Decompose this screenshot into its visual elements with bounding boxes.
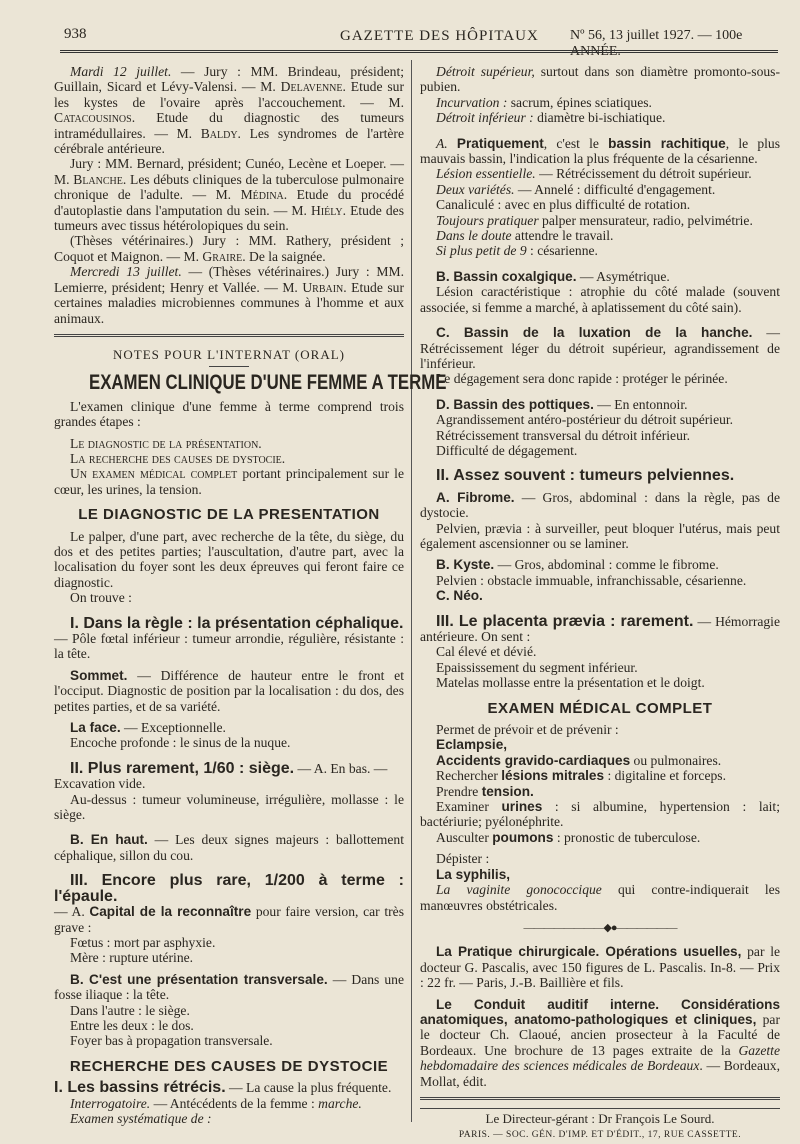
section-II-excavation: Excavation vide. (54, 776, 146, 792)
lesion-text: — Rétrécissement du détroit supérieur. (535, 166, 752, 182)
rechercher (420, 768, 780, 783)
section-II-right-heading: II. Assez souvent : tumeurs pelviennes. (436, 467, 735, 485)
ds-label: Détroit supérieur, (436, 64, 535, 79)
prendre-prefix: Prendre (436, 783, 482, 799)
step-1: Le diagnostic de la présentation. (70, 435, 262, 451)
on-trouve: On trouve : (70, 590, 132, 606)
section-I-heading: I. Dans la règle : la présentation céphalique. (70, 614, 404, 632)
step-2: La recherche des causes de dystocie. (70, 450, 286, 466)
book2-text: par le docteur Ch. Claoué, ancien prosecteur à la Faculté de Bordeaux. Une brochure de 13 pages extraite de la (420, 1011, 780, 1058)
ds-text: surtout dans son diamètre promonto-sous-pubien. (420, 64, 780, 95)
petit-label: Si plus petit de 9 (436, 243, 527, 259)
text-run: . De la saignée. (242, 248, 326, 264)
diagnostic-paragraph: Le palper, d'une part, avec recherche de la tête, du siège, du dos et des petites parties; l'auscultation, d'autre part, avec la localisation du foyer sont les deux épreuves qui feront faire ce diagnostic. (54, 528, 404, 590)
inc-text: sacrum, épines sciatiques. (507, 94, 652, 110)
doute-text: attendre le travail. (511, 228, 614, 244)
short-rule (209, 366, 249, 367)
running-header (60, 26, 780, 59)
incurvation (420, 95, 780, 110)
interrog-label: Interrogatoire. (70, 1095, 151, 1111)
entre: Entre les deux : le dos. (70, 1017, 194, 1033)
vag-label: La vaginite gonococcique (436, 882, 602, 898)
issue-info: Nº 56, 13 juillet 1927. — 100e ANNÉE. (570, 28, 743, 59)
notes-title: NOTES POUR L'INTERNAT (ORAL) (113, 346, 345, 362)
permet: Permet de prévoir et de prévenir : (436, 722, 619, 738)
encoche: Encoche profonde : le sinus de la nuque. (70, 735, 291, 751)
en-haut-label: B. En haut. (70, 832, 148, 848)
ornament-divider: ————————◆●—————— (523, 921, 677, 934)
foyer: Foyer bas à propagation transversale. (70, 1033, 273, 1049)
thesis-paragraph-2 (54, 156, 404, 233)
text-run: (Thèses vétérinaires.) Jury : MM. Rathery, président ; Coquot et Maignon. — M. (54, 233, 404, 264)
sommet-text: — Différence de hauteur entre le front et l'occiput. Diagnostic de position par la localisation : du dos, des petites parties, et de sa variété. (54, 667, 404, 714)
section-III-b (54, 972, 404, 1003)
section-III-a (54, 904, 404, 935)
book-notice-2 (420, 997, 780, 1089)
section-III-heading: III. Encore plus rare, 1/200 à terme : l'épaule. (54, 872, 404, 905)
doute-label: Dans le doute (436, 228, 512, 244)
text-run: . Les débuts cliniques de la tuberculose pulmonaire chronique de l'adulte. — M. (54, 171, 404, 203)
face-text: — Exceptionnelle. (120, 720, 226, 736)
text-run: Graire (202, 248, 243, 264)
section-III-a-text: pour faire version, car très grave : (54, 904, 404, 935)
pott-text: — En entonnoir. (593, 396, 688, 412)
interrogatoire (54, 1096, 404, 1111)
text-run: Médina (240, 187, 284, 203)
interrog-text: — Antécédents de la femme : (150, 1095, 319, 1111)
cal: Cal élevé et dévié. (436, 644, 537, 660)
section-I-pole: — Pôle fœtal inférieur : tumeur arrondie, régulière, résistante : la tête. (54, 631, 404, 662)
section-III-a-bold: Capital de la reconnaître (89, 904, 252, 920)
lesion (420, 166, 780, 181)
book2-title: Le Conduit auditif interne. Considérations anatomiques, anatomo-pathologiques et cliniques, (420, 996, 780, 1027)
luxation (420, 325, 780, 371)
touj-label: Toujours pratiquer (436, 212, 539, 228)
intro-paragraph: L'examen clinique d'une femme à terme comprend trois grandes étapes : (54, 398, 404, 430)
placenta-title: III. Le placenta prævia : rarement. (436, 612, 694, 630)
deux-label: Deux variétés. (436, 181, 515, 197)
thesis-paragraph-4 (54, 264, 404, 326)
vaginite (420, 882, 780, 913)
kyste (420, 557, 780, 572)
bassins-text: — La cause la plus fréquente. (225, 1080, 392, 1096)
agrandissement: Agrandissement antéro-postérieur du détroit supérieur. (436, 412, 734, 428)
face-paragraph (54, 720, 404, 735)
petit (420, 243, 780, 258)
right-column (420, 64, 780, 1144)
foetus: Fœtus : mort par asphyxie. (70, 934, 216, 950)
step-3-text: portant principalement sur le cœur, les urines, la tension. (54, 466, 404, 497)
step-3 (54, 466, 404, 497)
section-III-b-text: — Dans une fosse iliaque : la tête. (54, 971, 405, 1003)
text-run: Mercredi 13 juillet. (70, 264, 182, 280)
rach-bold-2: bassin rachitique (608, 135, 726, 151)
section-II-a: — A. En bas. — (294, 760, 388, 776)
rech-prefix: Rechercher (436, 768, 502, 784)
left-column (54, 64, 447, 1126)
difficulte: Difficulté de dégagement. (436, 442, 578, 458)
en-haut-paragraph (54, 832, 404, 863)
lux-title: C. Bassin de la luxation de la hanche. (436, 325, 753, 341)
text-run: . Etude sur les kystes de l'ovaire après l'accouchement. — M. (54, 79, 404, 110)
accid-text: ou pulmonaires. (630, 752, 722, 768)
deux-text: — Annelé : difficulté d'engagement. (514, 181, 716, 197)
examen-systematique: Examen systématique de : (70, 1110, 212, 1126)
ausculter (420, 830, 780, 845)
doute (420, 228, 780, 243)
book-notice-1 (420, 944, 780, 990)
deux-varietes (420, 182, 780, 197)
fibrome (420, 490, 780, 521)
lesion-label: Lésion essentielle. (436, 166, 536, 182)
text-run: Mardi 12 juillet. (70, 64, 172, 79)
prendre-bold: tension. (481, 783, 534, 799)
section-II-heading (54, 761, 404, 776)
text-run: — Jury : MM. Brindeau, président; Guillain, Sicard et Lévy-Valensi. — M. (54, 64, 404, 95)
rach-bold-1: Pratiquement (456, 135, 544, 151)
pelvien-2: Pelvien : obstacle immuable, infranchissable, césarienne. (436, 572, 747, 588)
column-divider (411, 60, 412, 1122)
neo: C. Néo. (436, 588, 483, 604)
book2-end: . — Bordeaux, Mollat, édit. (420, 1058, 780, 1089)
petit-text: : césarienne. (526, 243, 598, 259)
page-number: 938 (64, 26, 87, 42)
text-run: Baldy (200, 125, 238, 141)
text-run: . Les syndromes de l'artère cérébrale antérieure. (54, 125, 404, 157)
mere: Mère : rupture utérine. (70, 950, 194, 966)
text-run: Delavenne (280, 79, 343, 95)
vag-text: qui contre-indiquerait les manœuvres obstétricales. (420, 882, 780, 913)
ausc-text: : pronostic de tuberculose. (553, 829, 701, 845)
kyste-text: — Gros, abdominal : comme le fibrome. (494, 557, 719, 573)
section-II-dessus: Au-dessus : tumeur volumineuse, irrégulière, mollasse : le siège. (54, 791, 404, 823)
text-run: Catacousinos (54, 110, 132, 126)
di-text: diamètre bi-ischiatique. (533, 110, 666, 126)
bassins-title: I. Les bassins rétrécis. (54, 1079, 226, 1097)
text-run: . Etude sur certaines maladies microbiennes communes à l'homme et aux animaux. (54, 279, 404, 326)
book2-journal: Gazette hebdomadaire des sciences médicales de Bordeaux (420, 1042, 780, 1074)
depister: Dépister : (436, 851, 490, 867)
section-rule (54, 334, 404, 337)
book1-title: La Pratique chirurgicale. Opérations usuelles, (436, 944, 742, 960)
text-run: . Etude du diagnostic des tumeurs intramédullaires. — M. (54, 110, 404, 141)
kyste-title: B. Kyste. (436, 557, 495, 573)
header-rule (60, 50, 778, 53)
examiner (420, 799, 780, 830)
placenta (420, 614, 780, 645)
section-III-a-prefix: — A. (54, 904, 90, 920)
rach-text-2: , le plus mauvais bassin, l'indication la plus fréquente de la césarienne. (420, 135, 780, 167)
fib-text: — Gros, abdominal : dans la règle, pas de dystocie. (420, 489, 780, 521)
rech-bold: lésions mitrales (501, 768, 605, 784)
retrecissement: Rétrécissement transversal du détroit inférieur. (436, 427, 691, 443)
text-run: . Etude du procédé d'autoplastie dans l'amputation du sein. — M. (54, 187, 404, 218)
epaississement: Epaississement du segment inférieur. (436, 659, 638, 675)
section-II-title: II. Plus rarement, 1/60 : siège. (70, 759, 295, 777)
pottiques (420, 397, 780, 412)
exam-prefix: Examiner (436, 799, 502, 815)
detroit-superieur (420, 64, 780, 95)
section-III-b-bold: B. C'est une présentation transversale. (70, 971, 328, 987)
fib-title: A. Fibrome. (436, 489, 515, 505)
canalicule: Canaliculé : avec en plus difficulté de rotation. (436, 197, 691, 213)
degagement: Le dégagement sera donc rapide : protéger le périnée. (436, 371, 728, 387)
cox-text: — Asymétrique. (576, 268, 670, 284)
thesis-paragraph-3 (54, 233, 404, 264)
pelvien-1: Pelvien, prævia : à surveiller, peut bloquer l'utérus, mais peut également ascensionner ou se laminer. (420, 520, 780, 551)
en-haut-text: — Les deux signes majeurs : ballottement céphalique, sillon du cou. (54, 832, 404, 863)
coxalgique (420, 269, 780, 284)
matelas: Matelas mollasse entre la présentation et le doigt. (436, 675, 705, 691)
prendre (420, 784, 780, 799)
pott-title: D. Bassin des pottiques. (436, 396, 594, 412)
touj-text: palper mensurateur, radio, pelvimétrie. (538, 212, 753, 228)
rach-text-1: , c'est le (543, 135, 609, 151)
cox-lesion: Lésion caractéristique : atrophie du côté malade (souvent associée, si femme a marché, à aplatissement du côté sain). (420, 284, 780, 315)
cox-title: B. Bassin coxalgique. (436, 268, 577, 284)
exam-text: : si albumine, hypertension : lait; bactériurie; pyélonéphrite. (420, 799, 780, 830)
text-run: Jury : MM. Bernard, président; Cunéo, Lecène et Loeper. — M. (54, 156, 404, 187)
inc-label: Incurvation : (436, 94, 508, 110)
sommet-label: Sommet. (70, 667, 128, 683)
journal-title: GAZETTE DES HÔPITAUX (340, 28, 539, 44)
exam-bold: urines (501, 799, 543, 815)
detroit-inferieur (420, 110, 780, 125)
causes-heading: RECHERCHE DES CAUSES DE DYSTOCIE (69, 1057, 389, 1075)
step-3-label: Un examen médical complet (70, 466, 238, 482)
text-run: — (Thèses vétérinaires.) Jury : MM. Lemierre, président; Henry et Vallée. — M. (54, 264, 404, 295)
lux-text: — Rétrécissement léger du détroit supérieur, agrandissement de l'inférieur. (420, 325, 780, 371)
autre: Dans l'autre : le siège. (70, 1002, 190, 1018)
text-run: Hiély (311, 202, 343, 218)
diagnostic-heading: LE DIAGNOSTIC DE LA PRESENTATION (78, 506, 380, 524)
toujours (420, 213, 780, 228)
placenta-text: — Hémorragie antérieure. On sent : (420, 613, 780, 644)
di-label: Détroit inférieur : (436, 110, 534, 126)
printer-imprint: PARIS. — SOC. GÉN. D'IMP. ET D'ÉDIT., 17, RUE CASSETTE. (458, 1130, 742, 1141)
director-signature: Le Directeur-gérant : Dr François Le Sourd. (420, 1108, 780, 1126)
syphilis: La syphilis, (436, 866, 511, 882)
accid-bold: Accidents gravido-cardiaques (436, 752, 631, 768)
examen-medical-heading: EXAMEN MÉDICAL COMPLET (487, 699, 713, 717)
text-run: Blanche (73, 171, 123, 187)
sommet-paragraph (54, 668, 404, 714)
text-run: Urbain (302, 279, 344, 295)
eclampsie: Eclampsie, (436, 737, 508, 753)
accidents (420, 753, 780, 768)
thesis-paragraph-1 (54, 64, 404, 156)
rach-letter: A. (436, 135, 457, 151)
ausc-prefix: Ausculter (436, 829, 493, 845)
interrog-marche: marche. (318, 1095, 362, 1111)
article-title: EXAMEN CLINIQUE D'UNE FEMME A TERME (89, 371, 447, 395)
book1-text: par le docteur G. Pascalis, avec 150 figures de L. Pascalis. In-8. — Prix : 22 fr. — Paris, J.-B. Baillière et fils. (420, 944, 781, 991)
face-label: La face. (70, 720, 121, 736)
rachitique-paragraph (420, 136, 780, 167)
rech-text: : digitaline et forceps. (604, 768, 726, 784)
footer-rule (420, 1097, 780, 1100)
bassins-paragraph (54, 1080, 404, 1095)
ausc-bold: poumons (492, 829, 554, 845)
text-run: . Etude des tumeurs avec tissus hétérolopiques du sein. (54, 202, 404, 234)
